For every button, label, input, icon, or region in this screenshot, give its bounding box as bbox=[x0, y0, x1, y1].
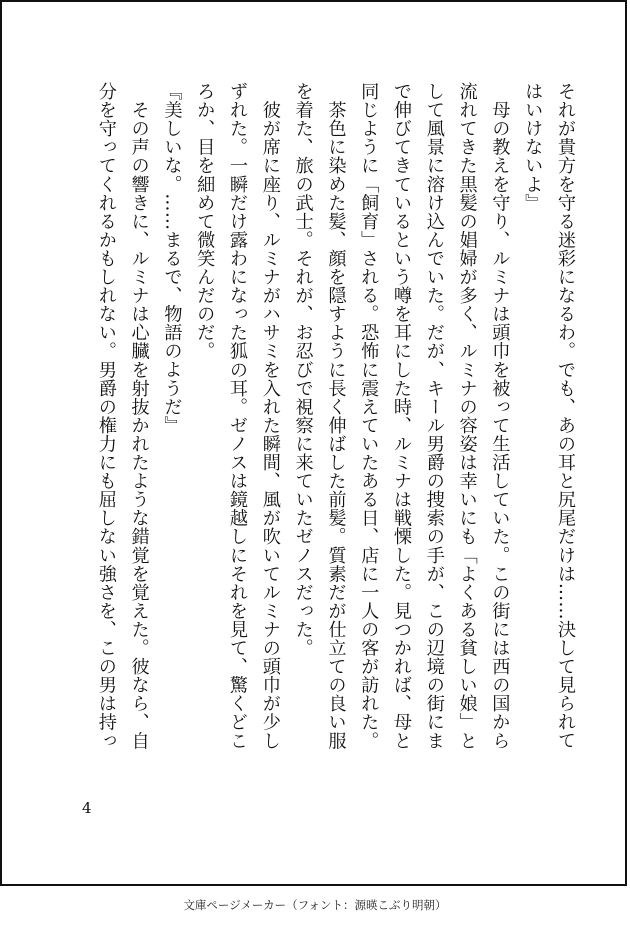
page-number: 4 bbox=[82, 799, 92, 817]
vertical-body-text bbox=[89, 82, 581, 804]
text-line: 流れてきた黒髪の娼婦が多く、ルミナの容姿は幸いにも「よくある貧しい娘」と bbox=[456, 82, 478, 750]
text-line: で伸びてきているという噂を耳にした時、ルミナは戦慄した。見つかれば、母と bbox=[391, 82, 413, 750]
text-line: ずれた。一瞬だけ露わになった狐の耳。ゼノスは鏡越しにそれを見て、驚くどこ bbox=[227, 82, 249, 750]
text-line: 母の教えを守り、ルミナは頭巾を被って生活していた。この街には西の国から bbox=[489, 82, 511, 750]
footer-caption: 文庫ページメーカー（フォント：源暎こぶり明朝） bbox=[183, 898, 447, 912]
text-line: 分を守ってくれるかもしれない。男爵の権力にも屈しない強さを、この男は持っ bbox=[95, 82, 117, 750]
text-line: して風景に溶け込んでいた。だが、キール男爵の捜索の手が、この辺境の街にま bbox=[423, 82, 445, 750]
text-line: 彼が席に座り、ルミナがハサミを入れた瞬間、風が吹いてルミナの頭巾が少し bbox=[259, 82, 281, 750]
text-line: 『美しいな。……まるで、物語のようだ』 bbox=[161, 82, 183, 435]
text-line: 茶色に染めた髪、顔を隠すように長く伸ばした前髪。質素だが仕立ての良い服 bbox=[325, 82, 347, 750]
text-line: を着た、旅の武士。それが、お忍びで視察に来ていたゼノスだった。 bbox=[292, 82, 314, 658]
text-line: 同じように「飼育」される。恐怖に震えていたある日、店に一人の客が訪れた。 bbox=[358, 82, 380, 750]
text-line: ろか、目を細めて微笑んだのだ。 bbox=[194, 82, 216, 361]
text-line: その声の響きに、ルミナは心臓を射抜かれたような錯覚を覚えた。彼なら、自 bbox=[128, 82, 150, 750]
text-line: はいけないよ』 bbox=[522, 82, 544, 212]
text-line: それが貴方を守る迷彩になるわ。でも、あの耳と尻尾だけは……決して見られて bbox=[555, 82, 576, 750]
